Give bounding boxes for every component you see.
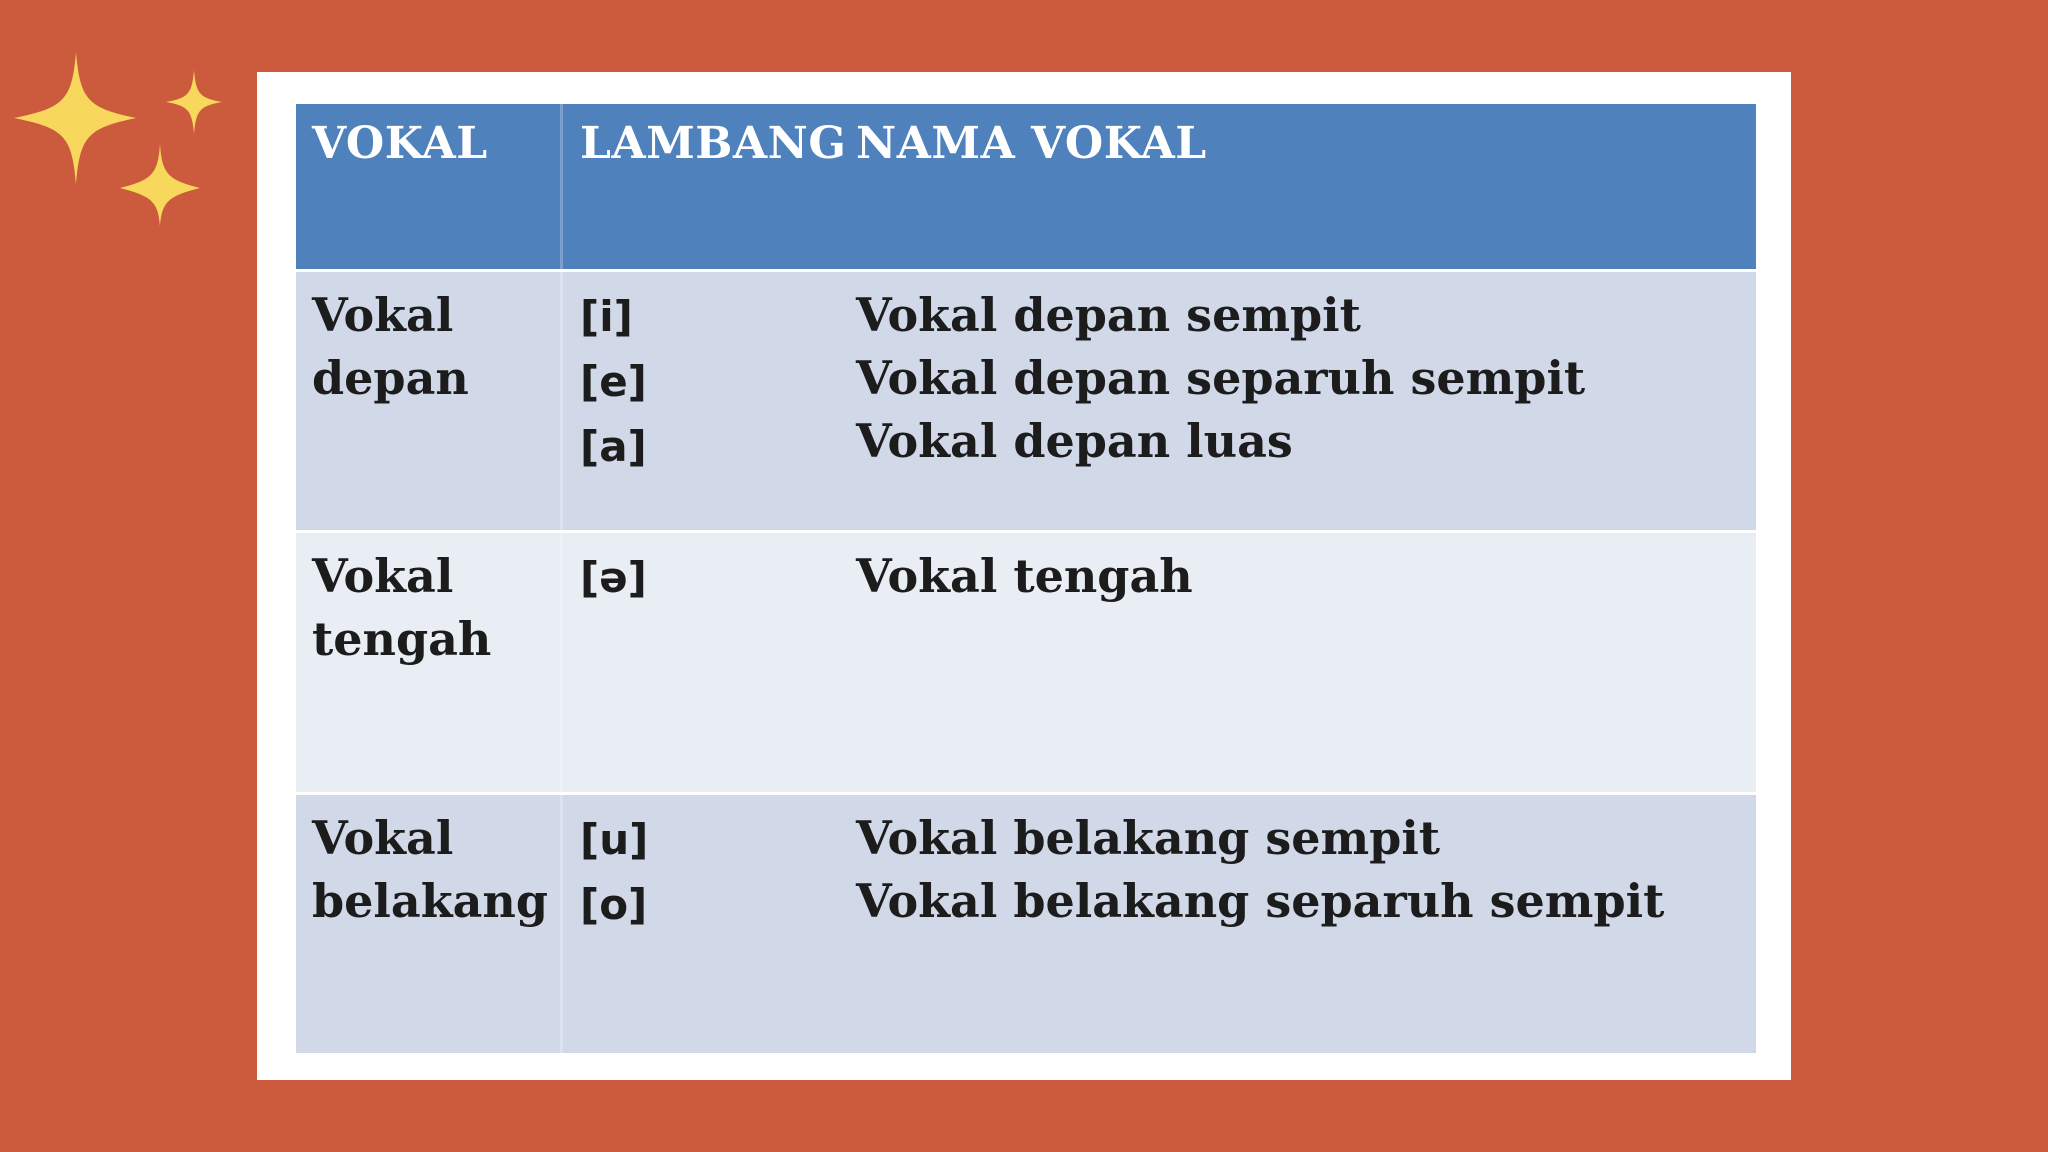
- vokal-line: belakang: [312, 874, 548, 928]
- vokal-line: Vokal: [312, 811, 454, 865]
- lambang-symbol: [i]: [580, 292, 633, 341]
- lambang-cell: [563, 533, 856, 792]
- table-row: [296, 792, 1756, 1053]
- nama-vokal-line: Vokal belakang sempit: [856, 811, 1441, 865]
- vokal-line: Vokal: [312, 549, 454, 603]
- vokal-line: Vokal: [312, 288, 454, 342]
- lambang-symbol: [u]: [580, 815, 649, 864]
- nama-vokal-cell: [856, 272, 1756, 530]
- lambang-symbol: [e]: [580, 357, 647, 406]
- nama-vokal-line: Vokal belakang separuh sempit: [856, 874, 1665, 928]
- nama-vokal-line: Vokal depan luas: [856, 414, 1293, 468]
- header-vokal: VOKAL: [296, 104, 563, 269]
- vokal-line: tengah: [312, 612, 492, 666]
- header-lambang: LAMBANG: [580, 118, 847, 169]
- lambang-symbol: [ə]: [580, 553, 647, 602]
- nama-vokal-line: Vokal tengah: [856, 549, 1193, 603]
- lambang-cell: [563, 795, 856, 1053]
- vokal-cell: [296, 533, 563, 792]
- nama-vokal-line: Vokal depan separuh sempit: [856, 351, 1586, 405]
- table-row: [296, 530, 1756, 792]
- nama-vokal-cell: [856, 533, 1756, 792]
- table-card: [257, 72, 1791, 1080]
- lambang-symbol: [a]: [580, 422, 647, 471]
- header-nama-vokal: NAMA VOKAL: [856, 118, 1207, 169]
- sparkles-icon: [0, 40, 240, 240]
- lambang-symbol: [o]: [580, 880, 648, 929]
- vokal-cell: [296, 272, 563, 530]
- vokal-line: depan: [312, 351, 469, 405]
- table-row: [296, 269, 1756, 530]
- vowel-table: [296, 104, 1756, 1044]
- nama-vokal-line: Vokal depan sempit: [856, 288, 1361, 342]
- lambang-cell: [563, 272, 856, 530]
- table-header-row: [296, 104, 1756, 269]
- nama-vokal-cell: [856, 795, 1756, 1053]
- vokal-cell: [296, 795, 563, 1053]
